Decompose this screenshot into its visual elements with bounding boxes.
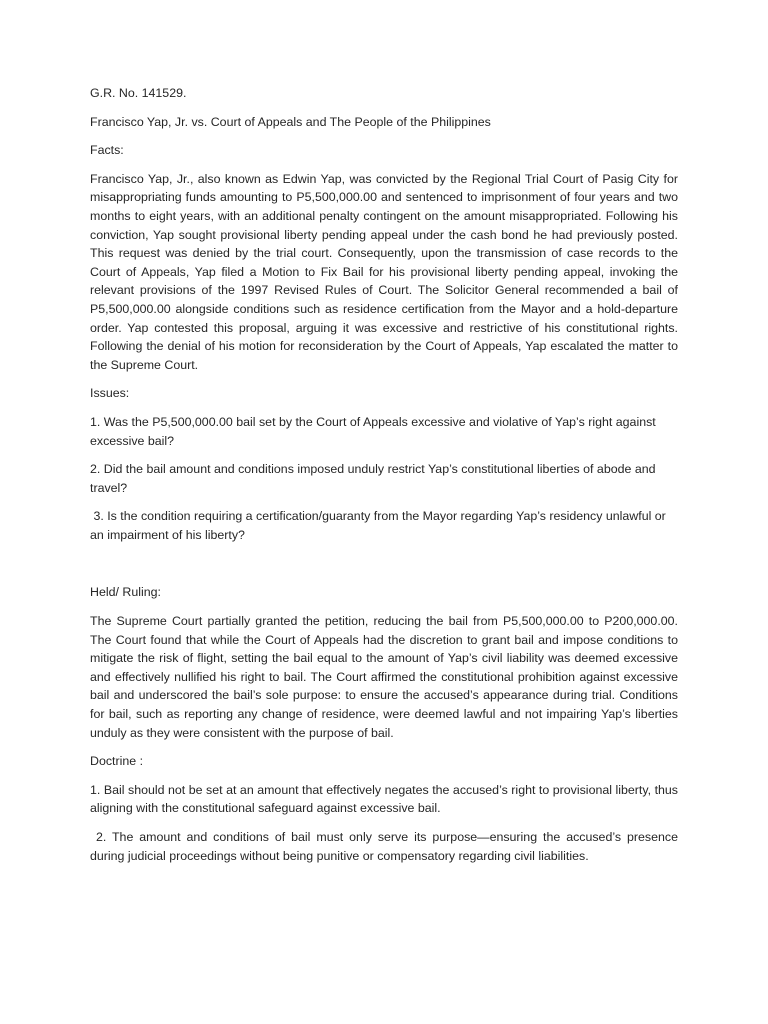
issue-item: 2. Did the bail amount and conditions imposed unduly restrict Yap’s constitutional liberties of abode and travel? [90,462,656,495]
doctrine-heading: Doctrine : [90,754,144,769]
ruling-heading: Held/ Ruling: [90,585,161,600]
issues-heading: Issues: [90,386,130,401]
ruling-paragraph: The Supreme Court partially granted the petition, reducing the bail from P5,500,000.00 to P200,000.00. The Court found that while the Court of Appeals had the discretion to grant bail and impose conditions to mitigate the risk of flight, setting the bail equal to the amount of Yap’s civil liability was deemed excessive and effectively nullified his right to bail. The Court affirmed the constitutional prohibition against excessive bail and underscored the bail’s sole purpose: to ensure the accused’s appearance during trial. Conditions for bail, such as reporting any change of residence, were deemed lawful and not impairing Yap’s liberties unduly as they were consistent with the purpose of bail. [90,614,678,740]
facts-paragraph: Francisco Yap, Jr., also known as Edwin Yap, was convicted by the Regional Trial Court of Pasig City for misappropriating funds amounting to P5,500,000.00 and sentenced to imprisonment of four years and two months to eight years, with an additional penalty contingent on the amount misappropriated. Following his conviction, Yap sought provisional liberty pending appeal under the cash bond he had previously posted. This request was denied by the trial court. Consequently, upon the transmission of case records to the Court of Appeals, Yap filed a Motion to Fix Bail for his provisional liberty pending appeal, invoking the relevant provisions of the 1997 Revised Rules of Court. The Solicitor General recommended a bail of P5,500,000.00 alongside conditions such as residence certification from the Mayor and a hold-departure order. Yap contested this proposal, arguing it was excessive and restrictive of his constitutional rights. Following the denial of his motion for reconsideration by the Court of Appeals, Yap escalated the matter to the Supreme Court. [90,171,678,372]
doctrine-item: 2. The amount and conditions of bail must only serve its purpose—ensuring the accused’s presence during judicial proceedings without being punitive or compensatory regarding civil liabilities. [90,830,682,863]
section-spacer [90,554,678,583]
issue-item: 3. Is the condition requiring a certification/guaranty from the Mayor regarding Yap’s residency unlawful or an impairment of his liberty? [90,509,670,542]
case-number: G.R. No. 141529. [90,86,187,100]
doctrine-item: 1. Bail should not be set at an amount that effectively negates the accused’s right to provisional liberty, thus aligning with the constitutional safeguard against excessive bail. [90,782,678,816]
facts-heading: Facts: [90,143,124,158]
issue-item: 1. Was the P5,500,000.00 bail set by the Court of Appeals excessive and violative of Yap’s right against excessive bail? [90,414,656,448]
case-title: Francisco Yap, Jr. vs. Court of Appeals and The People of the Philippines [90,114,491,129]
document-page [90,84,682,875]
